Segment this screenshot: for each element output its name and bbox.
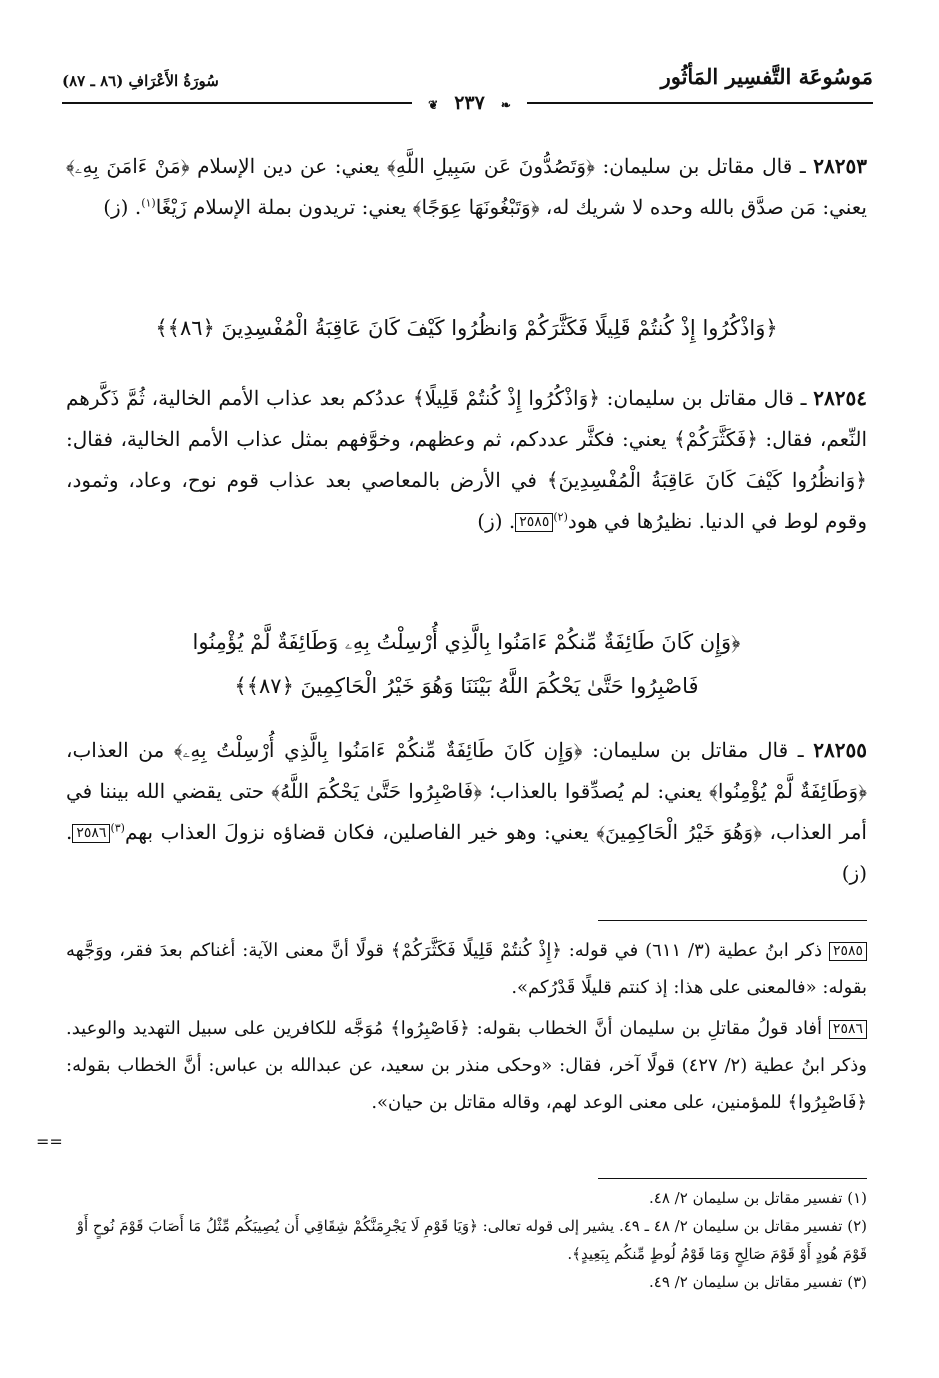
entry-text: ـ قال مقاتل بن سليمان: ﴿وَتَصُدُّونَ عَن سَبِيلِ اللَّهِ﴾ يعني: عن دين الإسلام ﴿مَنْ ءَامَنَ بِهِۦ﴾ يعني: مَن صدَّق بالله وحده لا شريك له، ﴿وَتَبْغُونَهَا عِوَجًا﴾ يعني: تريدون بملة الإسلام زَيْغًا	[66, 154, 867, 219]
verse-line-2: فَاصْبِرُوا حَتَّىٰ يَحْكُمَ اللَّهُ بَيْنَنَا وَهُوَ خَيْرُ الْحَاكِمِينَ ﴿٨٧﴾﴾	[234, 674, 699, 698]
entry-tail: . (ز)	[103, 195, 142, 219]
verse-86	[66, 306, 867, 350]
verse-line-1: ﴿وَإِن كَانَ طَائِفَةٌ مِّنكُمْ ءَامَنُوا بِالَّذِي أُرْسِلْتُ بِهِۦ وَطَائِفَةٌ لَّمْ يُؤْمِنُوا	[192, 630, 741, 654]
footnote-mark: (٢)	[553, 510, 568, 524]
entry-number: ٢٨٢٥٤	[813, 386, 867, 410]
page-number-wrap	[0, 92, 939, 114]
ornament-icon: ❦	[424, 98, 442, 112]
note-text: ذكر ابنُ عطية (٣/ ٦١١) في قوله: ﴿إِذْ كُنتُمْ قَلِيلًا فَكَثَّرَكُمْ﴾ قولًا أنَّ معنى الآية: أغناكم بعدَ فقر، ووَجَّهه بقوله: «فالمعنى على هذا: إذ كنتم قليلًا قَدْرُكم».	[66, 940, 867, 998]
book-title: مَوسُوعَة التَّفسِير المَأثُور	[660, 64, 873, 89]
ornament-icon: ❧	[497, 98, 515, 112]
entry-28254	[66, 378, 867, 542]
verse-87	[66, 620, 867, 708]
footnote-mark: (١)	[141, 196, 156, 210]
notes-separator	[598, 920, 867, 921]
entry-28255	[66, 730, 867, 894]
footnotes-separator	[598, 1178, 867, 1179]
note-ref-box[interactable]: ٢٥٨٦	[72, 824, 110, 843]
footnotes	[66, 1184, 867, 1296]
surah-range: سُورَةُ الأَعْرَافِ (٨٦ ـ ٨٧)	[62, 72, 219, 90]
footnote-1: (١) تفسير مقاتل بن سليمان ٢/ ٤٨.	[649, 1189, 867, 1207]
footnote-mark: (٣)	[110, 821, 125, 835]
entry-tail: . (ز)	[477, 509, 516, 533]
entry-tail: . (ز)	[66, 820, 867, 885]
note-text: أفاد قولُ مقاتلِ بن سليمان أنَّ الخطاب بقوله: ﴿فَاصْبِرُوا﴾ مُوَجَّه للكافرين على سبيل التهديد والوعيد. وذكر ابنُ عطية (٢/ ٤٢٧) قولًا آخر، فقال: «وحكى منذر بن سعيد، عن عبدالله بن عباس: أنَّ الخطاب بقوله: ﴿فَاصْبِرُوا﴾ للمؤمنين، على معنى الوعد لهم، وقاله مقاتل بن حيان».	[66, 1018, 867, 1113]
entry-text: ـ قال مقاتل بن سليمان: ﴿وَإِن كَانَ طَائِفَةٌ مِّنكُمْ ءَامَنُوا بِالَّذِي أُرْسِلْتُ بِهِۦ﴾ من العذاب، ﴿وَطَائِفَةٌ لَّمْ يُؤْمِنُوا﴾ يعني: لم يُصدِّقوا بالعذاب؛ ﴿فَاصْبِرُوا حَتَّىٰ يَحْكُمَ اللَّهُ﴾ حتى يقضي الله بيننا في أمر العذاب، ﴿وَهُوَ خَيْرُ الْحَاكِمِينَ﴾ يعني: وهو خير الفاصلين، فكان قضاؤه نزولَ العذاب بهم	[66, 738, 867, 844]
page-number: ٢٣٧	[442, 92, 497, 114]
verse-line: ﴿وَاذْكُرُوا إِذْ كُنتُمْ قَلِيلًا فَكَثَّرَكُمْ وَانظُرُوا كَيْفَ كَانَ عَاقِبَةُ الْمُفْسِدِينَ ﴿٨٦﴾﴾	[155, 316, 778, 340]
footnote-3: (٣) تفسير مقاتل بن سليمان ٢/ ٤٩.	[649, 1273, 867, 1291]
footnote-2: (٢) تفسير مقاتل بن سليمان ٢/ ٤٨ ـ ٤٩. يشير إلى قوله تعالى: ﴿وَيَا قَوْمِ لَا يَجْرِمَنَّكُمْ شِقَاقِي أَن يُصِيبَكُم مِّثْلُ مَا أَصَابَ قَوْمَ نُوحٍ أَوْ قَوْمَ هُودٍ أَوْ قَوْمَ صَالِحٍ وَمَا قَوْمُ لُوطٍ مِّنكُم بِبَعِيدٍ﴾.	[76, 1217, 867, 1263]
continuation-mark: ==	[36, 1132, 63, 1151]
entry-number: ٢٨٢٥٣	[813, 154, 868, 178]
note-2585	[66, 932, 867, 1006]
entry-text: ـ قال مقاتل بن سليمان: ﴿وَاذْكُرُوا إِذْ كُنتُمْ قَلِيلًا﴾ عددُكم بعد عذاب الأمم الخالية، ثُمَّ ذَكَّرهم النِّعم، فقال: ﴿فَكَثَّرَكُمْ﴾ يعني: فكثَّر عددكم، ثم وعظهم، وخوَّفهم بمثل عذاب الأمم الخالية، فقال: ﴿وَانظُرُوا كَيْفَ كَانَ عَاقِبَةُ الْمُفْسِدِينَ﴾ في الأرض بالمعاصي بعد عذاب قوم نوح، وعاد، وثمود، وقوم لوط في الدنيا. نظيرُها في هود	[66, 386, 867, 533]
note-ref-box[interactable]: ٢٥٨٥	[515, 513, 553, 532]
note-2586	[66, 1010, 867, 1121]
entry-number: ٢٨٢٥٥	[813, 738, 868, 762]
note-number-box: ٢٥٨٥	[829, 942, 867, 961]
note-number-box: ٢٥٨٦	[829, 1020, 867, 1039]
entry-28253	[66, 146, 867, 228]
